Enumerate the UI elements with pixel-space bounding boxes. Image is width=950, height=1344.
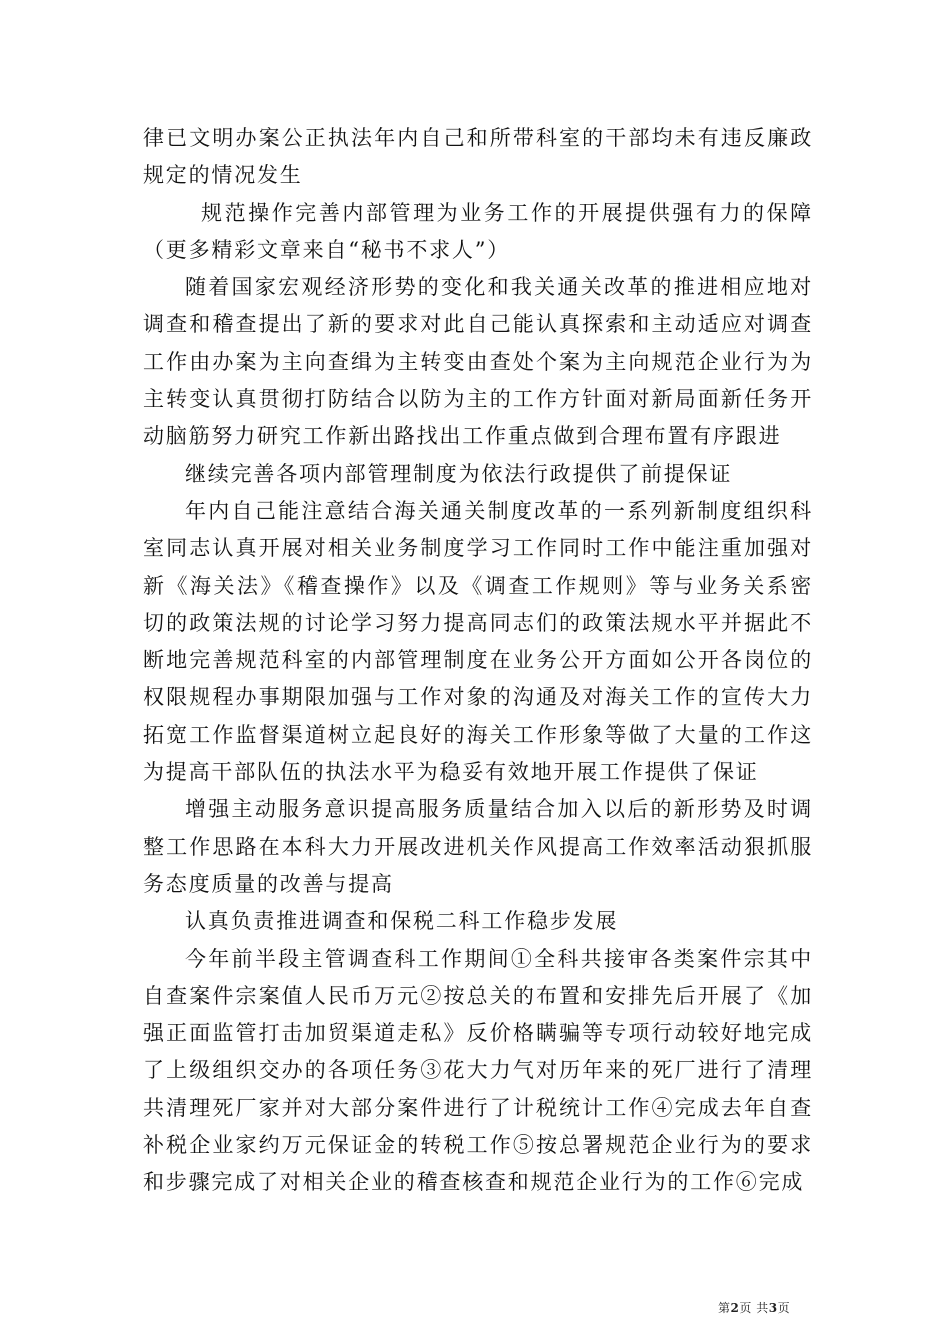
current-page-number: 2 — [730, 1301, 740, 1315]
paragraph-6: 增强主动服务意识提高服务质量结合加入以后的新形势及时调整工作思路在本科大力开展改进机关作风提高工作效率活动狠抓服务态度质量的改善与提高 — [143, 797, 813, 896]
total-pages-number: 3 — [768, 1301, 778, 1315]
footer-suffix: 页 — [777, 1301, 791, 1315]
paragraph-1: 律已文明办案公正执法年内自己和所带科室的干部均未有违反廉政规定的情况发生 — [143, 126, 813, 188]
footer-prefix: 第 — [718, 1301, 731, 1315]
paragraph-5: 年内自己能注意结合海关通关制度改革的一系列新制度组织科室同志认真开展对相关业务制度学习工作同时工作中能注重加强对新《海关法》《稽查操作》以及《调查工作规则》等与业务关系密切的政策法规的讨论学习努力提高同志们的政策法规水平并据此不断地完善规范科室的内部管理制度在业务公开方面如公开各岗位的权限规程办事期限加强与工作对象的沟通及对海关工作的宣传大力拓宽工作监督渠道树立起良好的海关工作形象等做了大量的工作这为提高干部队伍的执法水平为稳妥有效地开展工作提供了保证 — [143, 498, 813, 785]
document-body — [143, 120, 813, 1202]
paragraph-2: 规范操作完善内部管理为业务工作的开展提供强有力的保障（更多精彩文章来自“秘书不求人”） — [143, 200, 813, 262]
page-number-footer — [718, 1300, 818, 1316]
paragraph-3: 随着国家宏观经济形势的变化和我关通关改革的推进相应地对调查和稽查提出了新的要求对此自己能认真探索和主动适应对调查工作由办案为主向查缉为主转变由查处个案为主向规范企业行为为主转变认真贯彻打防结合以防为主的工作方针面对新局面新任务开动脑筋努力研究工作新出路找出工作重点做到合理布置有序跟进 — [143, 275, 813, 449]
footer-middle: 页 共 — [739, 1301, 769, 1315]
paragraph-4: 继续完善各项内部管理制度为依法行政提供了前提保证 — [185, 461, 733, 486]
paragraph-8: 今年前半段主管调查科工作期间①全科共接审各类案件宗其中自查案件宗案值人民币万元②按总关的布置和安排先后开展了《加强正面监管打击加贸渠道走私》反价格瞒骗等专项行动较好地完成了上级组织交办的各项任务③花大力气对历年来的死厂进行了清理共清理死厂家并对大部分案件进行了计税统计工作④完成去年自查补税企业家约万元保证金的转税工作⑤按总署规范企业行为的要求和步骤完成了对相关企业的稽查核查和规范企业行为的工作⑥完成 — [143, 946, 813, 1195]
paragraph-7: 认真负责推进调查和保税二科工作稳步发展 — [185, 909, 619, 934]
